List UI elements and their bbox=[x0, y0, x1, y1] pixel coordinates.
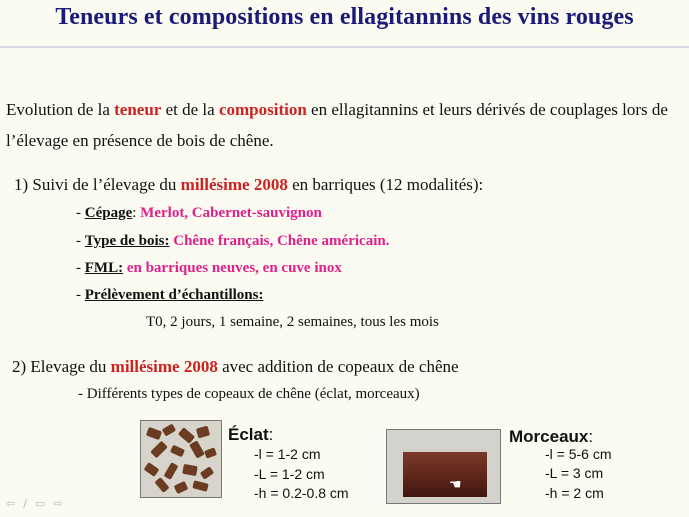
criteria-label: Prélèvement d’échantillons: bbox=[84, 287, 264, 303]
sampling-schedule: T0, 2 jours, 1 semaine, 2 semaines, tous les mois bbox=[146, 314, 439, 330]
criteria-value: Chêne français, Chêne américain. bbox=[173, 233, 390, 249]
oak-block-photo bbox=[386, 429, 501, 504]
criteria-type-bois bbox=[76, 233, 389, 250]
morceaux-dim-height: -h = 2 cm bbox=[545, 485, 604, 501]
criteria-label: Type de bois: bbox=[84, 233, 170, 249]
section1-lead: 1) Suivi de l’élevage du bbox=[14, 175, 181, 194]
section2-subitem: - Différents types de copeaux de chêne (éclat, morceaux) bbox=[78, 386, 420, 402]
intro-teneur: teneur bbox=[114, 100, 162, 119]
criteria-value: Merlot, Cabernet-sauvignon bbox=[140, 205, 322, 221]
bullet-dash: - bbox=[76, 233, 85, 249]
title-divider bbox=[0, 46, 689, 48]
eclat-dim-height: -h = 0.2-0.8 cm bbox=[254, 485, 349, 501]
criteria-fml bbox=[76, 260, 342, 277]
next-slide-icon[interactable]: ⇨ bbox=[53, 497, 63, 510]
morceaux-dim-width: -l = 5-6 cm bbox=[545, 446, 612, 462]
criteria-prelevement bbox=[76, 287, 263, 304]
bullet-dash: - bbox=[76, 205, 85, 221]
criteria-value: en barriques neuves, en cuve inox bbox=[126, 260, 342, 276]
oak-block bbox=[403, 452, 487, 497]
pen-tool-icon[interactable]: ∕ bbox=[23, 497, 27, 510]
criteria-sep: : bbox=[132, 205, 141, 221]
section2-highlight: millésime 2008 bbox=[110, 357, 218, 376]
section2-lead: 2) Elevage du bbox=[12, 357, 111, 376]
slideshow-nav bbox=[6, 497, 63, 510]
eclat-dim-width: -l = 1-2 cm bbox=[254, 446, 321, 462]
slide-title: Teneurs et compositions en ellagitannins des vins rouges bbox=[55, 4, 634, 30]
morceaux-colon: : bbox=[588, 427, 594, 446]
eclat-heading bbox=[228, 425, 273, 445]
morceaux-name: Morceaux bbox=[509, 427, 589, 446]
oak-chips-photo bbox=[140, 420, 222, 498]
section1-highlight: millésime 2008 bbox=[180, 175, 288, 194]
criteria-cepage bbox=[76, 205, 322, 222]
eclat-name: Éclat bbox=[228, 425, 269, 444]
slide-menu-icon[interactable]: ▭ bbox=[34, 497, 46, 510]
criteria-label: FML: bbox=[84, 260, 124, 276]
eclat-dim-length: -L = 1-2 cm bbox=[254, 466, 325, 482]
intro-composition: composition bbox=[218, 100, 307, 119]
hand-cursor-icon: ☚ bbox=[449, 478, 462, 493]
section2-tail: avec addition de copeaux de chêne bbox=[217, 357, 459, 376]
intro-text-3: en ellagitannins et leurs dérivés de couplages lors de l’élevage en présence de bois de chêne. bbox=[6, 100, 668, 150]
intro-text-1: Evolution de la bbox=[6, 100, 115, 119]
section1-tail: en barriques (12 modalités): bbox=[287, 175, 484, 194]
intro-paragraph bbox=[6, 94, 676, 156]
bullet-dash: - bbox=[76, 260, 85, 276]
intro-text-2: et de la bbox=[161, 100, 219, 119]
previous-slide-icon[interactable]: ⇦ bbox=[6, 497, 16, 510]
eclat-colon: : bbox=[268, 425, 274, 444]
morceaux-dim-length: -L = 3 cm bbox=[545, 465, 604, 481]
morceaux-heading bbox=[509, 427, 593, 447]
criteria-label: Cépage bbox=[84, 205, 133, 221]
bullet-dash: - bbox=[76, 287, 85, 303]
section1-heading bbox=[14, 175, 483, 195]
section2-heading bbox=[12, 357, 459, 377]
